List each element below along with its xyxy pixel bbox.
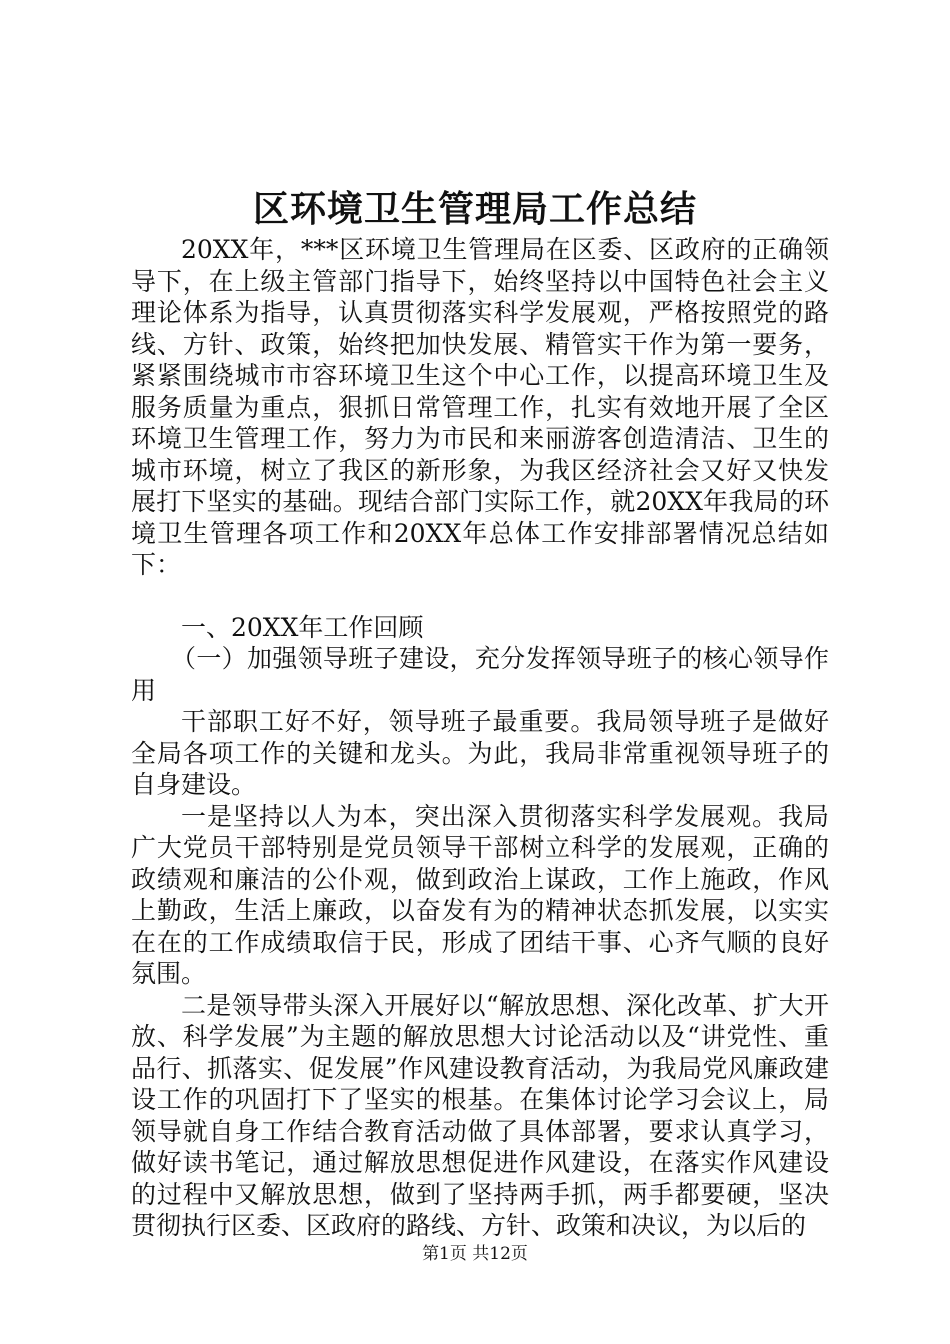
intro-paragraph: 20XX年，***区环境卫生管理局在区委、区政府的正确领导下，在上级主管部门指导下，始终坚持以中国特色社会主义理论体系为指导，认真贯彻落实科学发展观，严格按照党的路线、方针、政策，始终把加快发展、精管实干作为第一要务，紧紧围绕城市市容环境卫生这个中心工作，以提高环境卫生及服务质量为重点，狠抓日常管理工作，扎实有效地开展了全区环境卫生管理工作，努力为市民和来丽游客创造清洁、卫生的城市环境，树立了我区的新形象，为我区经济社会又好又快发展打下坚实的基础。现结合部门实际工作，就20XX年我局的环境卫生管理各项工作和20XX年总体工作安排部署情况总结如下：: [131, 235, 829, 579]
body-paragraph: 二是领导带头深入开展好以“解放思想、深化改革、扩大开放、科学发展”为主题的解放思想大讨论活动以及“讲党性、重品行、抓落实、促发展”作风建设教育活动，为我局党风廉政建设工作的巩固打下了坚实的根基。在集体讨论学习会议上，局领导就自身工作结合教育活动做了具体部署，要求认真学习，做好读书笔记，通过解放思想促进作风建设，在落实作风建设的过程中又解放思想，做到了坚持两手抓，两手都要硬，坚决贯彻执行区委、区政府的路线、方针、政策和决议，为以后的: [131, 990, 829, 1240]
document-body: [131, 234, 829, 1242]
body-paragraph: 干部职工好不好，领导班子最重要。我局领导班子是做好全局各项工作的关键和龙头。为此，我局非常重视领导班子的自身建设。: [131, 707, 829, 799]
body-paragraph: 一是坚持以人为本，突出深入贯彻落实科学发展观。我局广大党员干部特别是党员领导干部树立科学的发展观，正确的政绩观和廉洁的公仆观，做到政治上谋政，工作上施政，作风上勤政，生活上廉政，以奋发有为的精神状态抓发展，以实实在在的工作成绩取信于民，形成了团结干事、心齐气顺的良好氛围。: [131, 801, 829, 988]
page-footer: 第1页 共12页: [422, 1244, 528, 1264]
section-heading: 一、20XX年工作回顾: [181, 612, 424, 642]
subsection-heading: （一）加强领导班子建设，充分发挥领导班子的核心领导作用: [131, 644, 829, 705]
document-title: 区环境卫生管理局工作总结: [252, 188, 697, 230]
